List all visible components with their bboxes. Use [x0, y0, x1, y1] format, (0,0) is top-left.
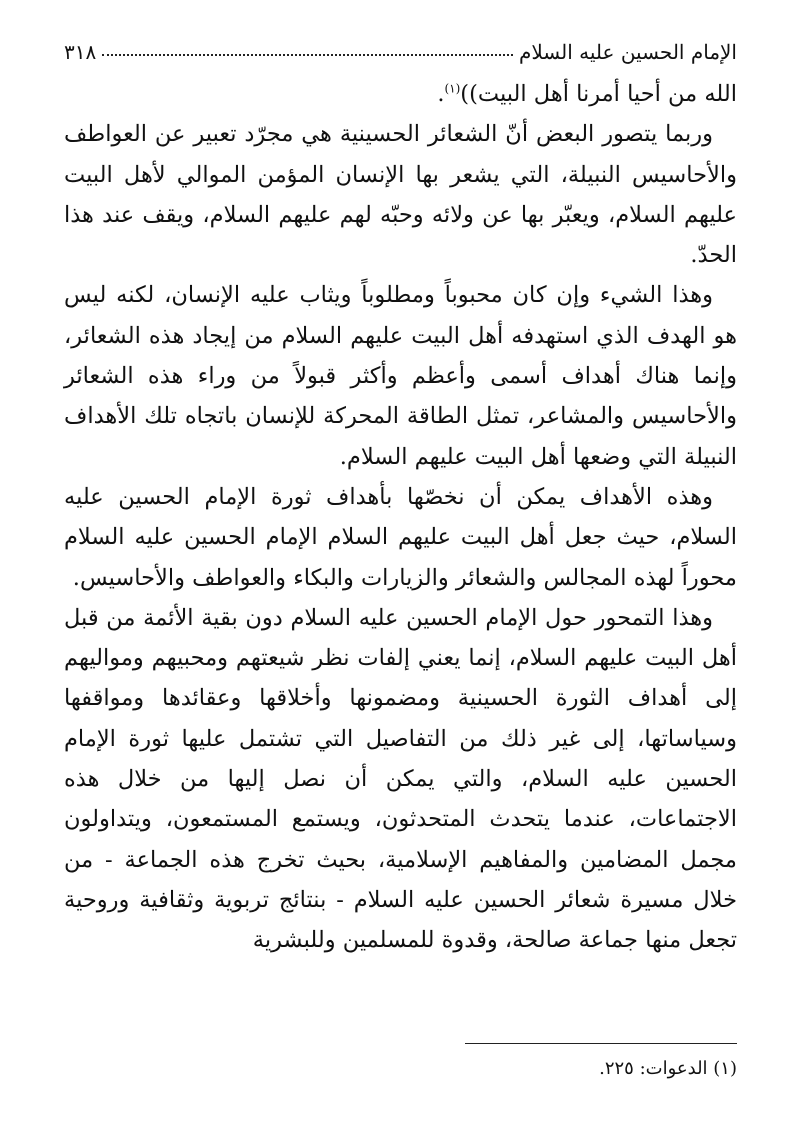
quote-ending: الله من أحيا أمرنا أهل البيت)) — [460, 81, 737, 107]
footnote: (١) الدعوات: ٢٢٥. — [599, 1058, 737, 1079]
footnote-reference[interactable]: (١) — [444, 81, 461, 96]
paragraph-2: وربما يتصور البعض أنّ الشعائر الحسينية هي مجرّد تعبير عن العواطف والأحاسيس النبيلة، التي يشعر بها الإنسان المؤمن الموالي لأهل البيت عليهم السلام، ويعبّر بها عن ولائه وحبّه لهم عليهم السلام، ويقف عند هذا الحدّ. — [64, 121, 737, 269]
footnote-separator — [465, 1043, 737, 1044]
paragraph-1 — [64, 74, 737, 114]
paragraph-3: وهذا الشيء وإن كان محبوباً ومطلوباً ويثاب عليه الإنسان، لكنه ليس هو الهدف الذي استهدفه أهل البيت عليهم السلام من إيجاد هذه الشعائر، وإنما هناك أهداف أسمى وأعظم وأكثر قبولاً من وراء هذه الشعائر والأحاسيس والمشاعر، تمثل الطاقة المحركة للإنسان باتجاه تلك الأهداف النبيلة التي وضعها أهل البيت عليهم السلام. — [64, 282, 737, 470]
body-text — [64, 74, 737, 961]
page-number: ٣١٨ — [64, 40, 97, 64]
paragraph-4: وهذه الأهداف يمكن أن نخصّها بأهداف ثورة الإمام الحسين عليه السلام، حيث جعل أهل البيت عليهم السلام الإمام الحسين عليه السلام محوراً لهذه المجالس والشعائر والزيارات والبكاء والعواطف والأحاسيس. — [64, 483, 737, 591]
dotted-leader — [102, 54, 513, 56]
paragraph-5: وهذا التمحور حول الإمام الحسين عليه السلام دون بقية الأئمة من قبل أهل البيت عليهم السلام، إنما يعني إلفات نظر شيعتهم ومحبيهم ومواليهم إلى أهداف الثورة الحسينية ومضمونها وأخلاقها وعقائدها ومواقفها وسياساتها، إلى غير ذلك من التفاصيل التي تشتمل عليها ثورة الإمام الحسين عليه السلام، والتي يمكن أن نصل إليها من خلال هذه الاجتماعات، عندما يتحدث المتحدثون، ويستمع المستمعون، ويتداولون مجمل المضامين والمفاهيم الإسلامية، بحيث تخرج هذه الجماعة - من خلال مسيرة شعائر الحسين عليه السلام - بنتائج تربوية وثقافية وروحية تجعل منها جماعة صالحة، وقدوة للمسلمين وللبشرية — [64, 604, 737, 954]
running-header — [64, 30, 737, 64]
quote-period: . — [437, 81, 445, 107]
running-title: الإمام الحسين عليه السلام — [518, 40, 737, 64]
